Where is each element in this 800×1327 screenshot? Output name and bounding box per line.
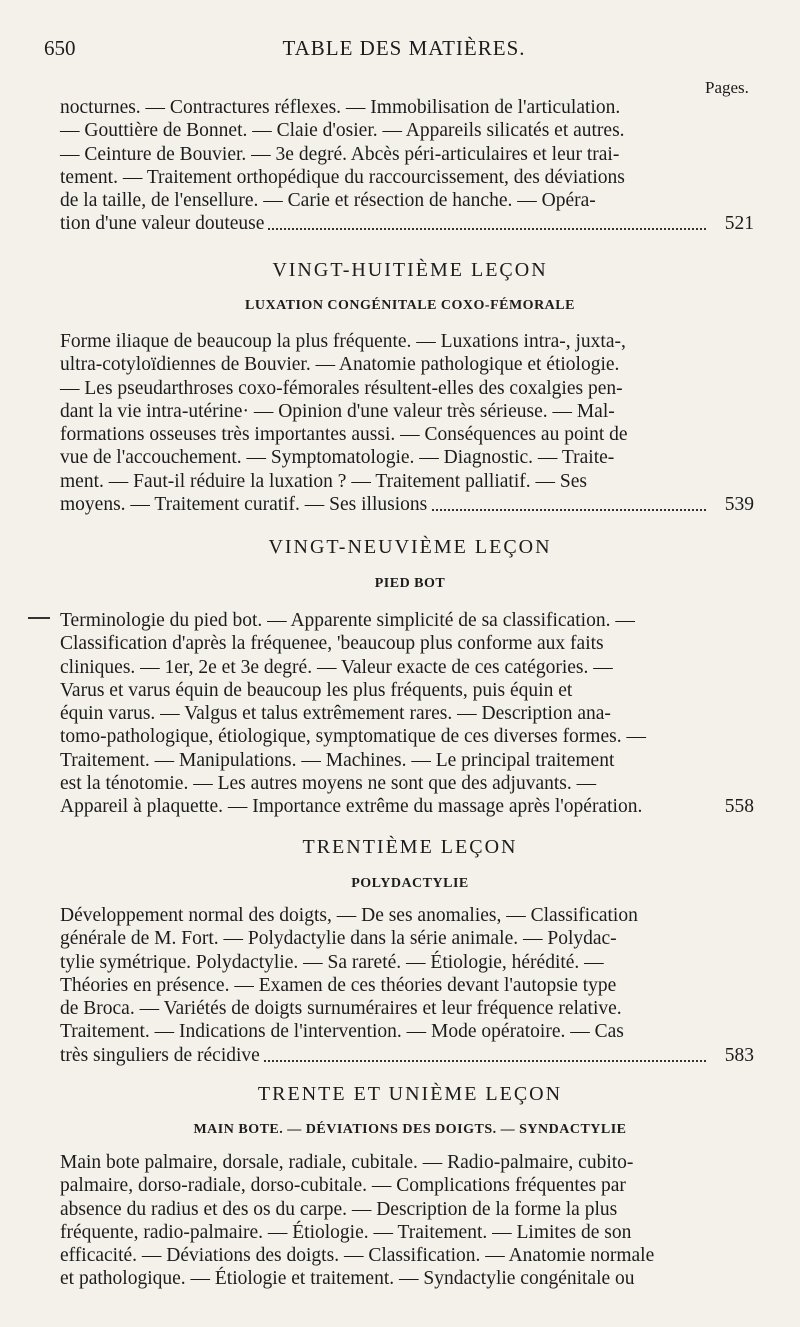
summary-line: très singuliers de récidive: [60, 1045, 264, 1066]
lecon-subtitle: POLYDACTYLIE: [351, 876, 469, 891]
summary-line: Varus et varus équin de beaucoup les plus fréquents, puis équin et: [60, 679, 573, 701]
page-ref: 558: [721, 795, 754, 818]
summary-line: Développement normal des doigts, — De ses anomalies, — Classification: [60, 905, 638, 926]
summary-line: moyens. — Traitement curatif. — Ses illusions: [60, 494, 431, 515]
summary-line: Appareil à plaquette. — Importance extrême du massage après l'opération.: [60, 796, 646, 817]
lecon31-summary: [60, 1151, 740, 1291]
summary-line: Classification d'après la fréquenee, 'beaucoup plus conforme aux faits: [60, 633, 604, 655]
summary-line: nocturnes. — Contractures réflexes. — Immobilisation de l'articulation.: [60, 97, 621, 118]
summary-line: Traitement. — Manipulations. — Machines. — Le principal traitement: [60, 749, 615, 771]
page-ref: 521: [721, 212, 754, 235]
summary-line: cliniques. — 1er, 2e et 3e degré. — Valeur exacte de ces catégories. —: [60, 656, 613, 678]
page-number: 650: [44, 36, 76, 60]
pages-column-label: Pages.: [705, 78, 749, 97]
summary-line: — Les pseudarthroses coxo-fémorales résultent-elles des coxalgies pen-: [60, 377, 623, 399]
summary-last-line: [60, 795, 754, 818]
lecon29-summary: [60, 609, 754, 818]
entry-prev-summary: [60, 96, 754, 235]
summary-line: palmaire, dorso-radiale, dorso-cubitale. — Complications fréquentes par: [60, 1175, 626, 1197]
summary-line: Traitement. — Indications de l'intervention. — Mode opératoire. — Cas: [60, 1021, 624, 1043]
summary-line: de la taille, de l'ensellure. — Carie et résection de hanche. — Opéra-: [60, 190, 596, 212]
summary-line: absence du radius et des os du carpe. — Description de la forme la plus: [60, 1198, 618, 1220]
summary-line: tomo-pathologique, étiologique, symptomatique de ces diverses formes. —: [60, 726, 646, 748]
lecon-title: TRENTIÈME LEÇON: [302, 836, 518, 858]
summary-last-line: [60, 212, 754, 235]
summary-line: Forme iliaque de beaucoup la plus fréquente. — Luxations intra-, juxta-,: [60, 331, 626, 352]
summary-line: tion d'une valeur douteuse: [60, 213, 268, 234]
summary-line: — Ceinture de Bouvier. — 3e degré. Abcès péri-articulaires et leur trai-: [60, 143, 620, 165]
lecon28-summary: [60, 330, 754, 516]
lecon-title: VINGT-HUITIÈME LEÇON: [272, 259, 548, 281]
summary-line: formations osseuses très importantes aussi. — Conséquences au point de: [60, 424, 628, 446]
summary-line: générale de M. Fort. — Polydactylie dans la série animale. — Polydac-: [60, 928, 617, 950]
lecon-subtitle: LUXATION CONGÉNITALE COXO-FÉMORALE: [245, 298, 575, 313]
summary-line: Théories en présence. — Examen de ces théories devant l'autopsie type: [60, 974, 617, 996]
page-ref: 539: [721, 493, 754, 516]
page-header: [44, 36, 764, 66]
summary-last-line: [60, 1044, 754, 1067]
summary-line: tylie symétrique. Polydactylie. — Sa rareté. — Étiologie, hérédité. —: [60, 951, 604, 973]
summary-line: et pathologique. — Étiologie et traitement. — Syndactylie congénitale ou: [60, 1268, 635, 1290]
lecon30-summary: [60, 904, 754, 1067]
lecon-subtitle: MAIN BOTE. — DÉVIATIONS DES DOIGTS. — SYNDACTYLIE: [193, 1122, 627, 1137]
summary-line: vue de l'accouchement. — Symptomatologie. — Diagnostic. — Traite-: [60, 447, 615, 469]
summary-last-line: [60, 493, 754, 516]
summary-line: dant la vie intra-utérine· — Opinion d'une valeur très sérieuse. — Mal-: [60, 400, 615, 422]
summary-line: efficacité. — Déviations des doigts. — Classification. — Anatomie normale: [60, 1245, 655, 1267]
lecon-title: TRENTE ET UNIÈME LEÇON: [257, 1083, 563, 1105]
margin-mark: [28, 617, 50, 619]
summary-line: équin varus. — Valgus et talus extrêmement rares. — Description ana-: [60, 703, 611, 725]
summary-line: est la ténotomie. — Les autres moyens ne sont que des adjuvants. —: [60, 773, 597, 795]
lecon-title: VINGT-NEUVIÈME LEÇON: [268, 536, 552, 558]
summary-line: ultra-cotyloïdiennes de Bouvier. — Anatomie pathologique et étiologie.: [60, 354, 620, 376]
summary-line: Main bote palmaire, dorsale, radiale, cubitale. — Radio-palmaire, cubito-: [60, 1152, 634, 1173]
running-title: TABLE DES MATIÈRES.: [282, 36, 526, 60]
summary-line: — Gouttière de Bonnet. — Claie d'osier. — Appareils silicatés et autres.: [60, 120, 625, 142]
summary-line: fréquente, radio-palmaire. — Étiologie. — Traitement. — Limites de son: [60, 1221, 632, 1243]
summary-line: Terminologie du pied bot. — Apparente simplicité de sa classification. —: [60, 610, 635, 631]
summary-line: tement. — Traitement orthopédique du raccourcissement, des déviations: [60, 166, 625, 188]
page-ref: 583: [721, 1044, 754, 1067]
summary-line: ment. — Faut-il réduire la luxation ? — Traitement palliatif. — Ses: [60, 470, 587, 492]
summary-line: de Broca. — Variétés de doigts surnuméraires et leur fréquence relative.: [60, 998, 622, 1020]
lecon-subtitle: PIED BOT: [374, 576, 446, 591]
